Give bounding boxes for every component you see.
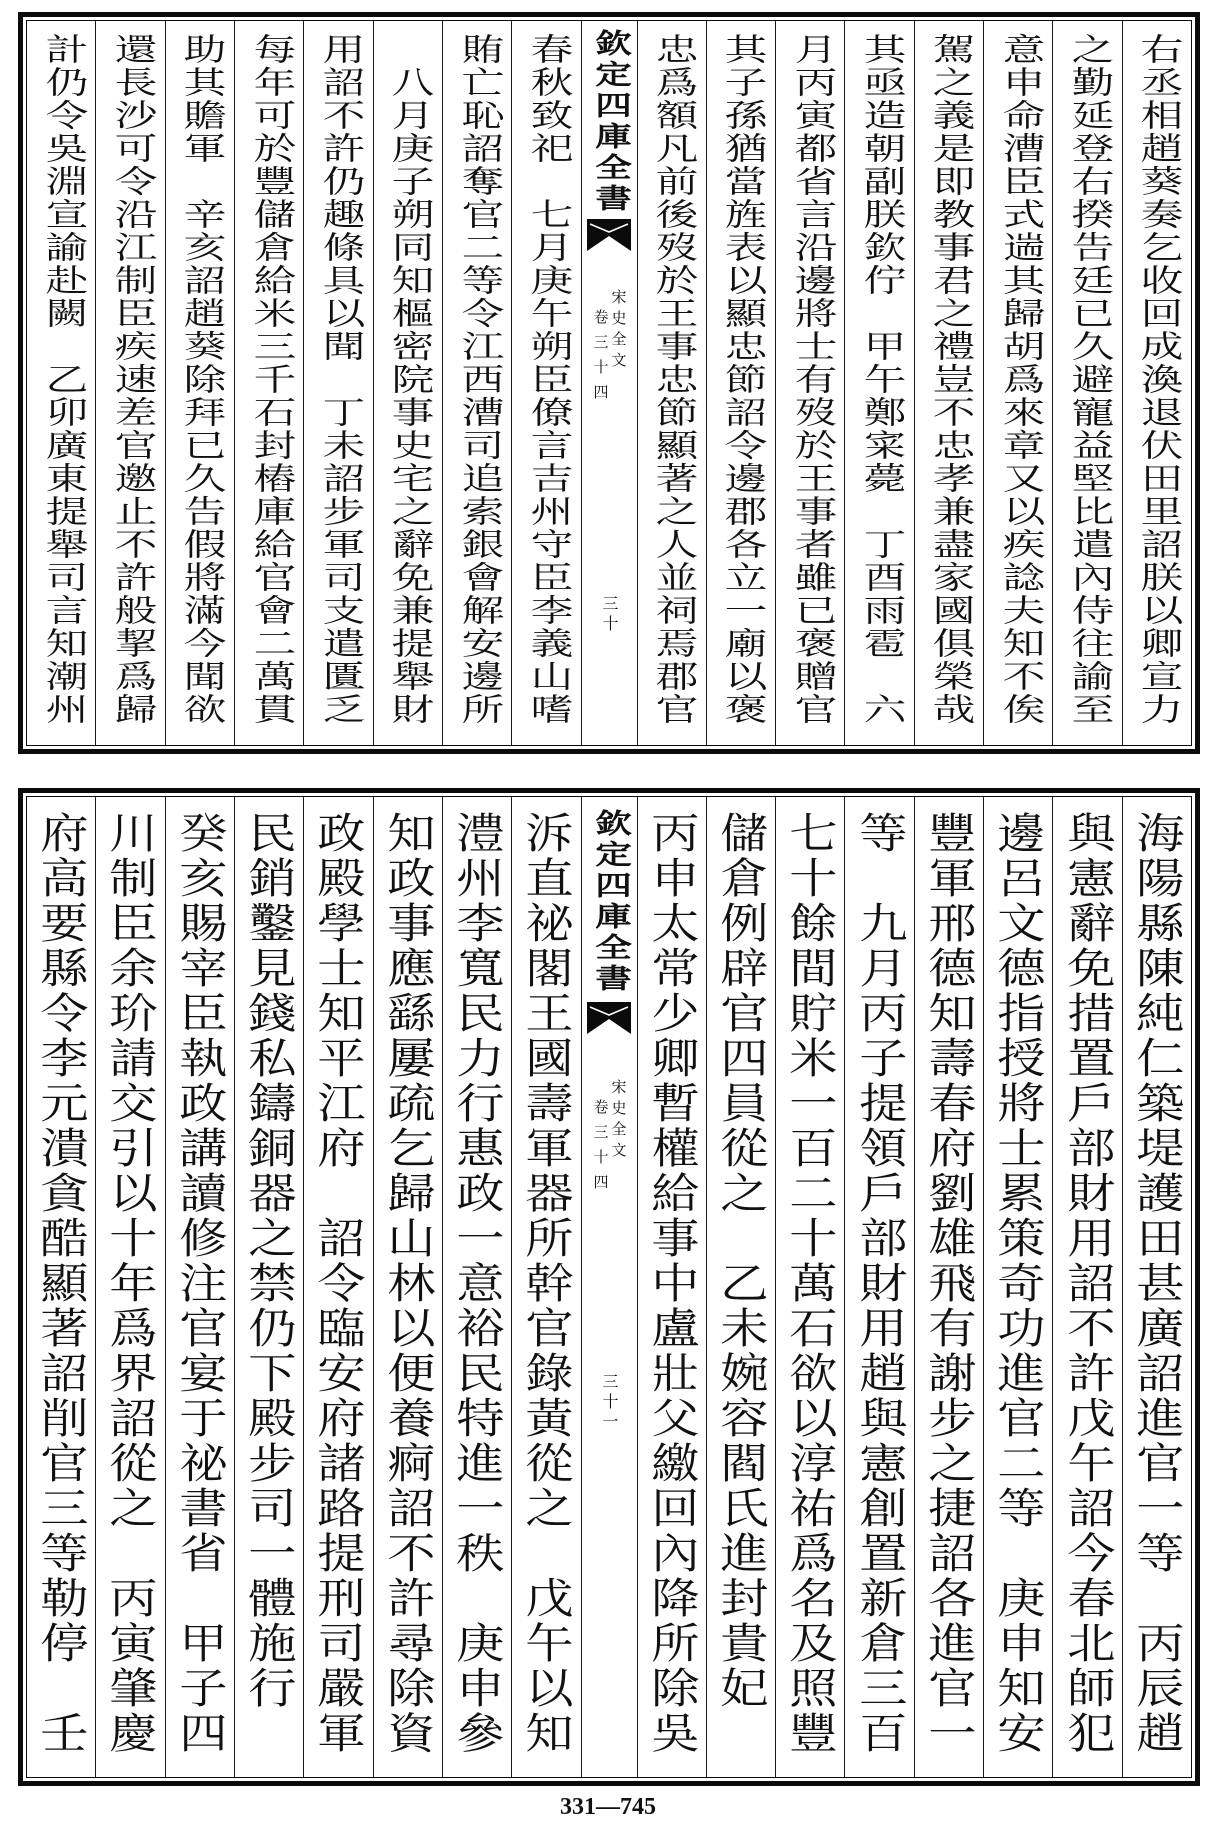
leaf-number-text: 三十一 bbox=[600, 1373, 619, 1433]
column-text: 計仍令吳淵宣諭赴闕 乙卯廣東提舉司言知潮州 bbox=[37, 33, 87, 726]
book-title-text: 欽定四庫全書 bbox=[588, 29, 630, 215]
fishtail-icon bbox=[587, 219, 631, 251]
book-title bbox=[582, 809, 637, 995]
panel-frame bbox=[26, 20, 1192, 746]
text-column bbox=[95, 797, 164, 1777]
text-column bbox=[1052, 21, 1121, 745]
text-column bbox=[165, 21, 234, 745]
fishtail-mark bbox=[582, 219, 637, 251]
text-column bbox=[442, 797, 511, 1777]
text-column bbox=[775, 21, 844, 745]
fishtail-mark bbox=[582, 1002, 637, 1034]
text-column bbox=[373, 797, 442, 1777]
column-text: 與憲辭免措置戶部財用詔不許戊午詔今春北師犯 bbox=[1059, 811, 1117, 1756]
column-text: 知政事應繇屢疏乞歸山林以便養痾詔不許尋除資 bbox=[380, 811, 437, 1756]
text-column bbox=[27, 797, 95, 1777]
column-text: 每年可於豐儲倉給米三千石封樁庫給官會二萬貫 bbox=[244, 33, 295, 726]
column-text: 邊呂文德指授將士累策奇功進官二等 庚申知安 bbox=[990, 811, 1047, 1756]
work-title-text: 宋史全文 bbox=[609, 289, 628, 373]
text-column bbox=[234, 797, 303, 1777]
page-panel-top bbox=[18, 12, 1200, 754]
page-reference: 331—745 bbox=[560, 1794, 656, 1820]
column-text: 之勤延登右揆告廷已久避寵益堅比遣內侍往諭至 bbox=[1063, 33, 1114, 726]
work-title-text: 宋史全文 bbox=[609, 1079, 628, 1163]
text-column bbox=[844, 797, 913, 1777]
column-text: 忠爲額凡前後歿於王事忠節顯著之人並祠焉郡官 bbox=[647, 33, 698, 726]
juan-number-text: 卷三十四 bbox=[591, 1099, 610, 1199]
text-column bbox=[442, 21, 511, 745]
column-text: 其亟造朝副朕欽佇 甲午鄭寀薨 丁酉雨雹 六 bbox=[855, 33, 906, 726]
column-text: 府高要縣令李元潰貪酷顯著詔削官三等勒停 壬 bbox=[33, 811, 90, 1756]
text-column bbox=[303, 21, 372, 745]
text-column bbox=[706, 21, 775, 745]
panel-frame bbox=[26, 796, 1192, 1778]
volume-label bbox=[582, 1079, 637, 1199]
leaf-number bbox=[582, 1373, 637, 1433]
column-text: 七十餘間貯米一百二十萬石欲以淳祐爲名及照豐 bbox=[782, 811, 840, 1756]
text-column bbox=[706, 797, 775, 1777]
text-column bbox=[983, 797, 1052, 1777]
column-text: 等 九月丙子提領戶部財用趙與憲創置新倉三百 bbox=[851, 811, 909, 1756]
text-column bbox=[775, 797, 844, 1777]
column-text: 還長沙可令沿江制臣疾速差官邀止不許般挈爲歸 bbox=[106, 33, 156, 726]
column-text: 駕之義是即教事君之禮豈不忠孝兼盡家國俱榮哉 bbox=[924, 33, 975, 726]
fishtail-icon bbox=[587, 1002, 631, 1034]
column-text: 意申命漕臣式遄其歸胡爲來章又以疾諗夫知不俟 bbox=[994, 33, 1044, 726]
text-column bbox=[983, 21, 1052, 745]
text-column bbox=[637, 21, 706, 745]
volume-label bbox=[582, 289, 637, 409]
book-title-text: 欽定四庫全書 bbox=[588, 809, 630, 995]
text-column bbox=[303, 797, 372, 1777]
column-text: 澧州李寬民力行惠政一意裕民特進一秩 庚申參 bbox=[449, 811, 506, 1756]
column-text: 豐軍邢德知壽春府劉雄飛有謝步之捷詔各進官一 bbox=[921, 811, 978, 1756]
text-column bbox=[27, 21, 95, 745]
text-column bbox=[1122, 797, 1191, 1777]
column-text: 癸亥賜宰臣執政講讀修注官宴于祕書省 甲子四 bbox=[172, 811, 229, 1756]
text-column bbox=[914, 21, 983, 745]
text-column bbox=[914, 797, 983, 1777]
column-text: 民銷鑿見錢私鑄銅器之禁仍下殿步司一體施行 bbox=[241, 811, 298, 1711]
text-column bbox=[373, 21, 442, 745]
text-column bbox=[511, 797, 580, 1777]
column-text: 泝直祕閣王國壽軍器所幹官錄黃從之 戊午以知 bbox=[518, 811, 576, 1756]
column-text: 八月庚子朔同知樞密院事史宅之辭免兼提舉財 bbox=[383, 33, 434, 726]
leaf-number-text: 三十 bbox=[600, 595, 619, 635]
column-text: 其子孫猶當旌表以顯忠節詔令邊郡各立一廟以褒 bbox=[716, 33, 767, 726]
text-column bbox=[637, 797, 706, 1777]
column-text: 賄亡恥詔奪官二等令江西漕司追索銀會解安邊所 bbox=[452, 33, 503, 726]
leaf-number bbox=[582, 595, 637, 635]
text-column bbox=[95, 21, 164, 745]
column-text: 用詔不許仍趣條具以聞 丁未詔步軍司支遣匱乏 bbox=[314, 33, 364, 726]
text-column bbox=[165, 797, 234, 1777]
text-column bbox=[511, 21, 580, 745]
column-text: 海陽縣陳純仁築堤護田甚廣詔進官一等 丙辰趙 bbox=[1129, 811, 1186, 1756]
text-column bbox=[234, 21, 303, 745]
page-panel-bottom bbox=[18, 788, 1200, 1786]
book-title bbox=[582, 29, 637, 215]
text-column bbox=[844, 21, 913, 745]
column-text: 儲倉例辟官四員從之 乙未婉容閻氏進封貴妃 bbox=[713, 811, 770, 1711]
center-margin-column bbox=[581, 797, 637, 1777]
text-column bbox=[1122, 21, 1191, 745]
column-text: 川制臣余玠請交引以十年爲界詔從之 丙寅肇慶 bbox=[102, 811, 160, 1756]
center-margin-column bbox=[581, 21, 637, 745]
column-text: 政殿學士知平江府 詔令臨安府諸路提刑司嚴軍 bbox=[310, 811, 368, 1756]
column-text: 助其贍軍 辛亥詔趙葵除拜已久告假將滿今聞欲 bbox=[175, 33, 226, 726]
text-column bbox=[1052, 797, 1121, 1777]
juan-number-text: 卷三十四 bbox=[591, 309, 610, 409]
column-text: 右丞相趙葵奏乞收回成渙退伏田里詔朕以卿宣力 bbox=[1132, 33, 1183, 726]
column-text: 月丙寅都省言沿邊將士有歿於王事者雖已褒贈官 bbox=[786, 33, 836, 726]
column-text: 丙申太常少卿暫權給事中盧壯父繳回內降所除吳 bbox=[644, 811, 701, 1756]
column-text: 春秋致祀 七月庚午朔臣僚言吉州守臣李義山嗜 bbox=[522, 33, 572, 726]
